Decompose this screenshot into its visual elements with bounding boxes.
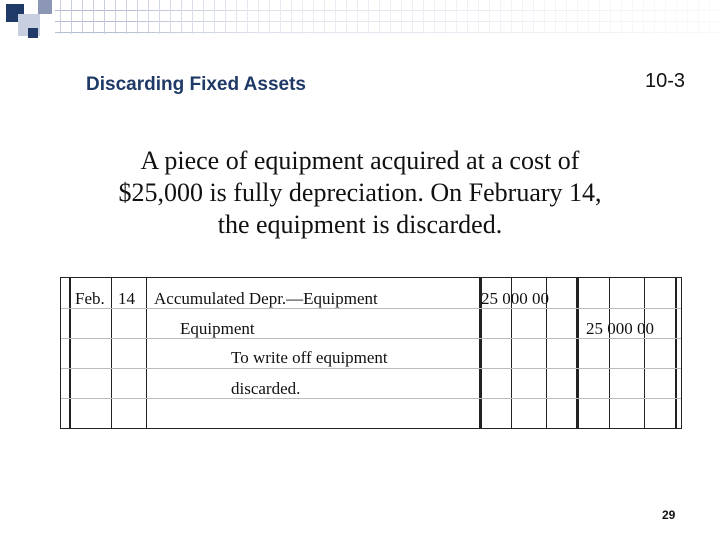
row-rule-3 <box>61 368 681 369</box>
col-rule-3 <box>146 278 147 428</box>
col-rule-1 <box>69 278 71 428</box>
slide-code: 10-3 <box>645 70 686 92</box>
entry-month: Feb. <box>75 289 105 308</box>
credit-amount: 25 000 00 <box>586 319 654 338</box>
col-rule-10 <box>675 278 677 428</box>
header-grid-band <box>0 0 720 45</box>
slide-title: Discarding Fixed Assets <box>86 74 306 95</box>
debit-account: Accumulated Depr.—Equipment <box>154 289 378 308</box>
col-rule-7 <box>576 278 579 428</box>
entry-day: 14 <box>118 289 135 308</box>
col-rule-9 <box>644 278 645 428</box>
explanation-line-1: To write off equipment <box>231 348 388 367</box>
debit-amount: 25 000 00 <box>481 289 549 308</box>
col-rule-2 <box>111 278 112 428</box>
col-rule-8 <box>609 278 610 428</box>
problem-text: A piece of equipment acquired at a cost of $25,000 is fully depreciation. On February 14, the equipment is discarded. <box>118 146 602 239</box>
credit-account: Equipment <box>180 319 255 338</box>
explanation-line-2: discarded. <box>231 379 301 398</box>
row-rule-4 <box>61 398 681 399</box>
page-number: 29 <box>662 508 676 522</box>
journal-entry-table <box>60 277 682 429</box>
